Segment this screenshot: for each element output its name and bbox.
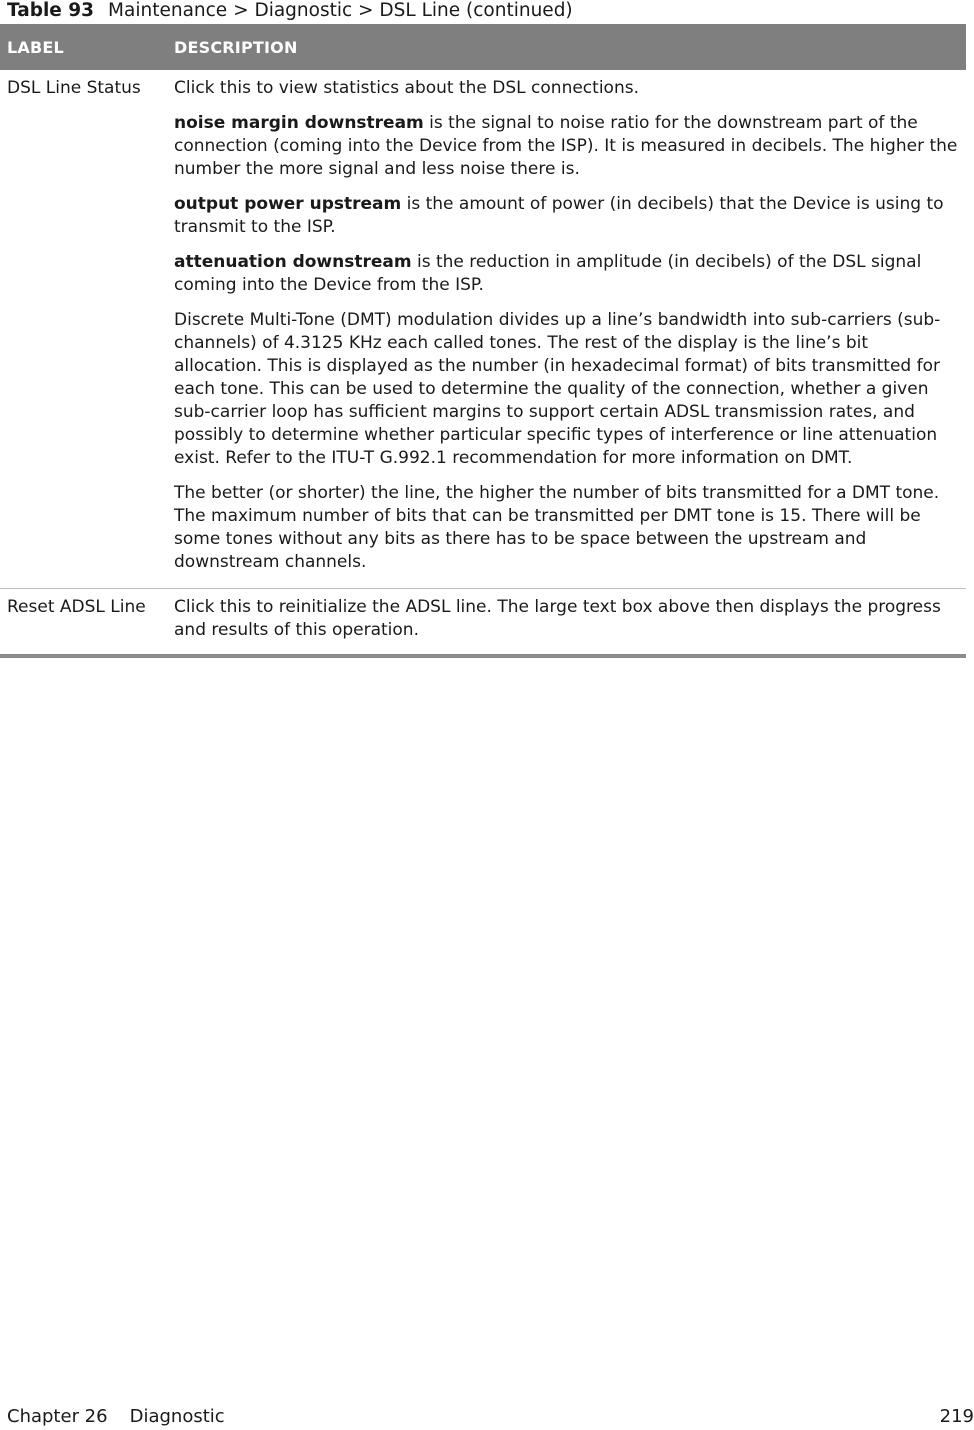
term: output power upstream [174,194,402,214]
description-paragraph [174,112,959,181]
row-description [167,70,966,589]
row-description [167,589,966,657]
description-paragraph: Click this to reinitialize the ADSL line. The large text box above then displays the progress and results of this operation. [174,597,941,640]
description-paragraph: Discrete Multi-Tone (DMT) modulation divides up a line’s bandwidth into sub-carriers (sub-channels) of 4.3125 KHz each called tones. The rest of the display is the line’s bit allocation. This is displayed as the number (in hexadecimal format) of bits transmitted for each tone. This can be used to determine the quality of the connection, whether a given sub-carrier loop has sufficient margins to support certain ADSL transmission rates, and possibly to determine whether particular specific types of interference or line attenuation exist. Refer to the ITU-T G.992.1 recommendation for more information on DMT. [174,310,941,468]
chapter-number: Chapter 26 [7,1406,108,1427]
table-number: Table 93 [7,0,95,21]
row-label: Reset ADSL Line [0,589,167,657]
row-label: DSL Line Status [0,70,167,589]
table-title: Maintenance > Diagnostic > DSL Line (continued) [108,0,573,21]
term: noise margin downstream [174,113,424,133]
table-header-row [0,24,966,70]
description-paragraph [174,251,959,297]
description-table [0,24,966,658]
term-definition: is the signal to noise ratio for the downstream part of the connection (coming into the Device from the ISP). It is measured in decibels. The higher the number the more signal and less noise there is. [174,113,958,179]
term-definition: is the reduction in amplitude (in decibels) of the DSL signal coming into the Device from the ISP. [174,252,922,295]
term-definition: is the amount of power (in decibels) that the Device is using to transmit to the ISP. [174,194,944,237]
table-row [0,589,966,657]
chapter-name: Diagnostic [129,1406,225,1427]
description-column-header: DESCRIPTION [167,24,966,70]
label-column-header: LABEL [0,24,167,70]
table-caption [7,0,573,22]
description-paragraph [174,193,959,239]
table-row [0,70,966,589]
term: attenuation downstream [174,252,412,272]
description-paragraph: The better (or shorter) the line, the higher the number of bits transmitted for a DMT tone. The maximum number of bits that can be transmitted per DMT tone is 15. There will be some tones without any bits as there has to be space between the upstream and downstream channels. [174,483,940,572]
page-number: 219 [939,1406,974,1427]
page-footer-chapter [7,1406,225,1428]
description-paragraph: Click this to view statistics about the DSL connections. [174,78,639,98]
